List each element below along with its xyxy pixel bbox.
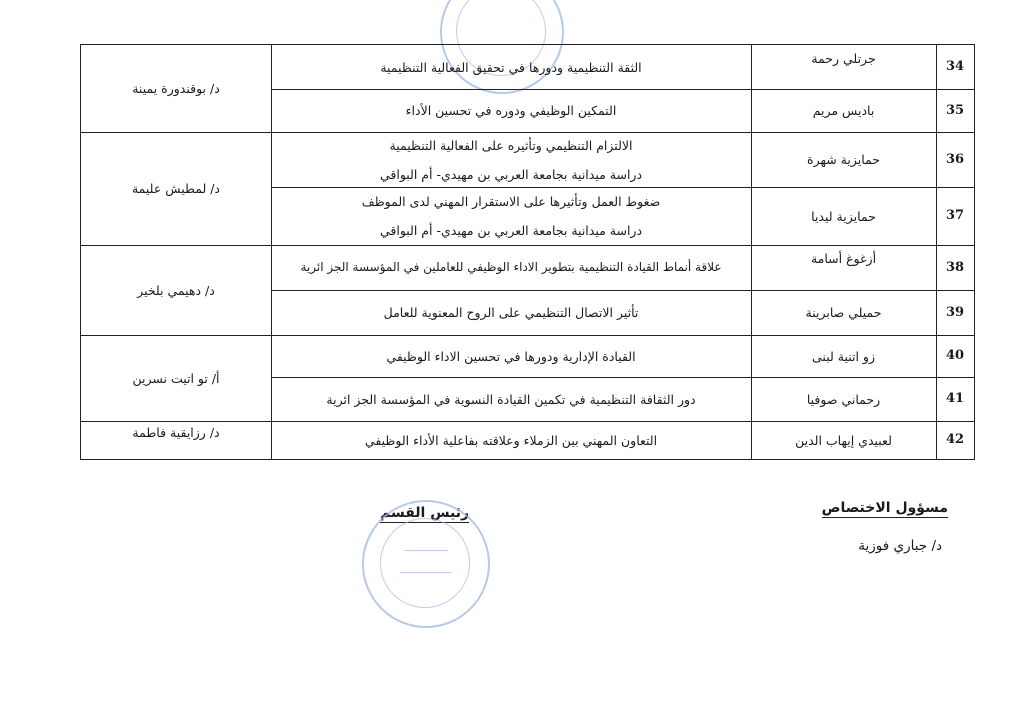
row-number: 36 xyxy=(945,151,965,167)
student-name: حميلي صابرينة xyxy=(805,305,882,320)
specialty-head-label: مسؤول الاختصاص xyxy=(821,500,948,516)
row-number: 42 xyxy=(945,432,965,448)
thesis-title xyxy=(271,245,751,290)
thesis-title-line: التمكين الوظيفي ودوره في تحسين الأداء xyxy=(405,103,617,118)
row-number: 37 xyxy=(945,208,965,224)
row-number: 34 xyxy=(945,59,965,75)
supervision-table xyxy=(80,44,975,460)
supervisor-name: د/ لمطيش عليمة xyxy=(131,181,221,196)
student-name: باديس مريم xyxy=(812,103,875,118)
thesis-subtitle-line: دراسة ميدانية بجامعة العربي بن مهيدي- أم البواقي xyxy=(379,166,643,182)
thesis-title xyxy=(271,290,751,335)
thesis-title xyxy=(271,132,751,187)
student-name: حمايزية شهرة xyxy=(807,152,880,167)
row-number: 35 xyxy=(945,102,965,118)
thesis-title-line: القيادة الإدارية ودورها في تحسين الاداء الوظيفي xyxy=(386,348,636,364)
thesis-title xyxy=(271,421,751,459)
thesis-title xyxy=(271,335,751,377)
thesis-title-line: الثقة التنظيمية ودورها في تحقيق الفعالية التنظيمية xyxy=(380,59,642,75)
thesis-title-line: دور الثقافة التنظيمية في تكمين القيادة النسوية في المؤسسة الجز ائرية xyxy=(326,391,696,407)
department-head-label: رئيس القسم xyxy=(380,505,470,521)
thesis-title xyxy=(271,45,751,89)
thesis-title-line: ضغوط العمل وتأثيرها على الاستقرار المهني لدى الموظف xyxy=(361,194,661,209)
supervisor-name: د/ دهيمي بلخير xyxy=(137,282,215,298)
student-name: جرتلي رحمة xyxy=(811,51,876,66)
thesis-title-line: تأثير الاتصال التنظيمي على الروح المعنوية للعامل xyxy=(383,305,639,320)
thesis-title-line: التعاون المهني بين الزملاء وعلاقته بفاعلية الأداء الوظيفي xyxy=(364,432,658,448)
row-number: 39 xyxy=(945,304,965,320)
thesis-title-line: علاقة أنماط القيادة التنظيمية بتطوير الاداء الوظيفي للعاملين في المؤسسة الجز ائرية xyxy=(300,260,722,275)
thesis-title xyxy=(271,377,751,421)
supervisor-name: د/ رزايقية فاطمة xyxy=(132,425,220,440)
thesis-subtitle-line: دراسة ميدانية بجامعة العربي بن مهيدي- أم البواقي xyxy=(379,223,643,238)
student-name: أزغوغ أسامة xyxy=(810,251,877,266)
student-name: زو اتنية لبنى xyxy=(812,348,875,364)
row-number: 40 xyxy=(945,348,965,364)
student-name: حمايزية ليديا xyxy=(811,208,876,224)
student-name: لعبيدي إيهاب الدين xyxy=(795,432,892,448)
thesis-title xyxy=(271,89,751,132)
supervisor-name: أ/ تو اتيت نسرين xyxy=(132,370,220,386)
thesis-title xyxy=(271,187,751,245)
specialty-head-name: د/ جباري فوزية xyxy=(858,538,942,554)
supervisor-name: د/ بوقندورة يمينة xyxy=(132,81,220,96)
row-number: 41 xyxy=(945,391,965,407)
department-stamp-seal xyxy=(362,500,490,628)
row-number: 38 xyxy=(945,259,965,275)
thesis-title-line: الالتزام التنظيمي وتأثيره على الفعالية التنظيمية xyxy=(389,137,633,153)
student-name: رحماني صوفيا xyxy=(806,391,881,407)
